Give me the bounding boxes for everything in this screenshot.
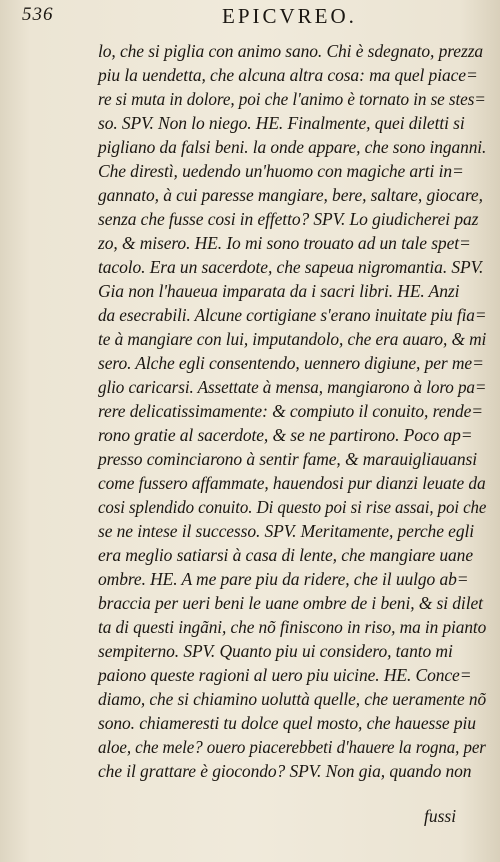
text-line: ta di questi ingãni, che nõ finiscono in riso, ma in pianto [98, 617, 487, 637]
page-number: 536 [22, 4, 54, 25]
text-line: diamo, che si chiamino uoluttà quelle, che ueramente nõ [98, 689, 487, 709]
text-line: piu la uendetta, che alcuna altra cosa: ma quel piace= [98, 65, 478, 85]
catchword: fussi [424, 806, 457, 826]
text-line: aloe, che mele? ouero piacerebbeti d'hauere la rogna, per [98, 737, 486, 757]
text-line: re si muta in dolore, poi che l'animo è tornato in se stes= [98, 89, 486, 109]
text-line: rere delicatissimamente: & compiuto il conuito, rende= [98, 401, 484, 421]
text-line: rono gratie al sacerdote, & se ne partirono. Poco ap= [98, 425, 473, 445]
text-line: glio caricarsi. Assettate à mensa, mangiarono à loro pa= [98, 377, 487, 397]
text-line: come fussero affammate, hauendosi pur dianzi leuate da [98, 473, 486, 493]
text-line: ombre. HE. A me pare piu da ridere, che il uulgo ab= [98, 569, 469, 589]
text-line: era meglio satiarsi à casa di lente, che mangiare uane [98, 545, 474, 565]
text-line: da esecrabili. Alcune cortigiane s'erano inuitate piu fia= [98, 305, 487, 325]
text-line: se ne intese il successo. SPV. Meritamente, perche egli [98, 521, 474, 541]
running-head: EPICVREO. [222, 4, 357, 28]
text-line: senza che fusse cosi in effetto? SPV. Lo giudicherei paz [98, 209, 479, 229]
text-line: Che direstì, uedendo un'huomo con magiche arti in= [98, 161, 464, 181]
text-line: Gia non l'haueua imparata da i sacri libri. HE. Anzi [98, 281, 460, 301]
text-line: te à mangiare con lui, imputandolo, che era auaro, & mi [98, 329, 487, 349]
text-line: che il grattare è giocondo? SPV. Non gia, quando non [98, 761, 472, 781]
text-line: tacolo. Era un sacerdote, che sapeua nigromantia. SPV. [98, 257, 484, 277]
text-line: lo, che si piglia con animo sano. Chi è sdegnato, prezza [98, 41, 484, 61]
text-line: sono. chiameresti tu dolce quel mosto, che hauesse piu [98, 713, 476, 733]
text-line: sero. Alche egli consentendo, uennero digiune, per me= [98, 353, 484, 373]
text-line: cosi splendido conuito. Di questo poi si rise assai, poi che [98, 497, 487, 517]
text-line: sempiterno. SPV. Quanto piu ui considero, tanto mi [98, 641, 453, 661]
text-line: braccia per ueri beni le uane ombre de i beni, & si dilet [98, 593, 483, 613]
text-line: paiono queste ragioni al uero piu uicine. HE. Conce= [98, 665, 472, 685]
text-line: zo, & misero. HE. Io mi sono trouato ad un tale spet= [98, 233, 471, 253]
text-line: pigliano da falsi beni. la onde appare, che sono inganni. [98, 137, 487, 157]
text-line: presso cominciarono à sentir fame, & marauigliauansi [98, 449, 477, 469]
text-line: gannato, à cui paresse mangiare, bere, saltare, giocare, [98, 185, 483, 205]
text-line: so. SPV. Non lo niego. HE. Finalmente, quei diletti si [98, 113, 465, 133]
